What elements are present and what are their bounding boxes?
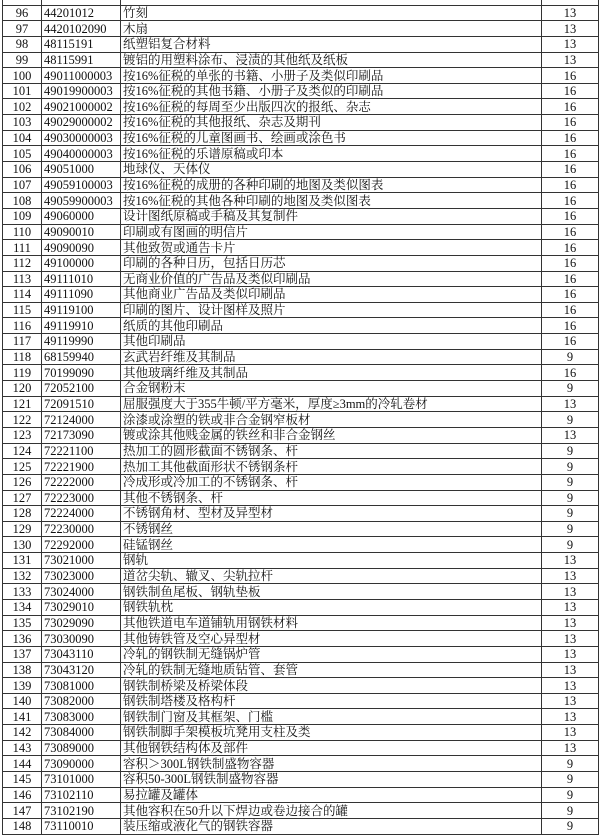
tax-rate-cell: 13 xyxy=(542,568,599,584)
commodity-code-cell: 49059900003 xyxy=(42,193,121,209)
row-number-cell: 141 xyxy=(3,709,42,725)
tax-rate-cell: 16 xyxy=(542,318,599,334)
commodity-code-cell: 48115191 xyxy=(42,36,121,52)
commodity-name-cell: 纸质的其他印刷品 xyxy=(121,318,542,334)
commodity-name-cell: 钢铁制桥梁及桥梁体段 xyxy=(121,678,542,694)
commodity-name-cell: 其他印刷品 xyxy=(121,334,542,350)
table-row xyxy=(3,787,599,803)
tax-rate-cell: 13 xyxy=(542,5,599,21)
table-row xyxy=(3,318,599,334)
tax-rate-cell: 13 xyxy=(542,21,599,37)
tax-rate-cell: 13 xyxy=(542,52,599,68)
tax-rate-cell: 16 xyxy=(542,240,599,256)
table-row xyxy=(3,756,599,772)
commodity-name-cell: 热加工的圆形截面不锈钢条、杆 xyxy=(121,443,542,459)
commodity-name-cell: 其他铸铁管及空心异型材 xyxy=(121,631,542,647)
row-number-cell: 147 xyxy=(3,803,42,819)
row-number-cell: 99 xyxy=(3,52,42,68)
commodity-code-cell: 49111010 xyxy=(42,271,121,287)
commodity-code-cell: 49090090 xyxy=(42,240,121,256)
table-row xyxy=(3,365,599,381)
tax-rate-cell: 16 xyxy=(542,271,599,287)
commodity-code-cell: 73101000 xyxy=(42,772,121,788)
table-row xyxy=(3,818,599,834)
commodity-code-cell: 49119990 xyxy=(42,334,121,350)
table-row xyxy=(3,490,599,506)
tax-rate-cell: 13 xyxy=(542,427,599,443)
tax-rate-cell: 9 xyxy=(542,537,599,553)
table-row xyxy=(3,99,599,115)
commodity-code-cell: 49040000003 xyxy=(42,146,121,162)
row-number-cell: 110 xyxy=(3,224,42,240)
row-number-cell: 113 xyxy=(3,271,42,287)
commodity-name-cell: 钢轨 xyxy=(121,553,542,569)
row-number-cell: 138 xyxy=(3,662,42,678)
commodity-code-cell: 49011000003 xyxy=(42,68,121,84)
commodity-name-cell: 容积＞300L钢铁制盛物容器 xyxy=(121,756,542,772)
commodity-name-cell: 硅锰钢丝 xyxy=(121,537,542,553)
row-number-cell: 143 xyxy=(3,740,42,756)
commodity-name-cell: 其他容积在50升以下焊边或卷边接合的罐 xyxy=(121,803,542,819)
commodity-name-cell: 地球仪、天体仪 xyxy=(121,162,542,178)
commodity-code-cell: 72292000 xyxy=(42,537,121,553)
commodity-code-cell: 72091510 xyxy=(42,396,121,412)
commodity-name-cell: 冷成形或冷加工的不锈钢条、杆 xyxy=(121,474,542,490)
table-row xyxy=(3,255,599,271)
tax-rate-cell: 13 xyxy=(542,678,599,694)
tax-rate-cell: 9 xyxy=(542,803,599,819)
table-row xyxy=(3,584,599,600)
row-number-cell: 142 xyxy=(3,725,42,741)
commodity-code-cell: 49030000003 xyxy=(42,130,121,146)
commodity-name-cell: 钢铁制塔楼及格构杆 xyxy=(121,693,542,709)
row-number-cell: 121 xyxy=(3,396,42,412)
table-row xyxy=(3,662,599,678)
tax-rate-cell: 16 xyxy=(542,99,599,115)
table-row xyxy=(3,224,599,240)
row-number-cell: 107 xyxy=(3,177,42,193)
commodity-name-cell: 按16%征税的每周至少出版四次的报纸、杂志 xyxy=(121,99,542,115)
tax-rate-cell: 13 xyxy=(542,709,599,725)
row-number-cell: 146 xyxy=(3,787,42,803)
tax-rate-cell: 16 xyxy=(542,193,599,209)
commodity-code-cell: 73102190 xyxy=(42,803,121,819)
commodity-name-cell: 镀铝的用塑料涂布、浸渍的其他纸及纸板 xyxy=(121,52,542,68)
table-row xyxy=(3,115,599,131)
row-number-cell: 112 xyxy=(3,255,42,271)
table-row xyxy=(3,412,599,428)
commodity-name-cell: 不锈钢角材、型材及异型材 xyxy=(121,506,542,522)
table-row xyxy=(3,553,599,569)
tax-rate-cell: 13 xyxy=(542,646,599,662)
commodity-name-cell: 屈服强度大于355牛顿/平方毫米，厚度≥3mm的冷轧卷材 xyxy=(121,396,542,412)
table-row xyxy=(3,599,599,615)
commodity-code-cell: 73029010 xyxy=(42,599,121,615)
commodity-code-cell: 73102110 xyxy=(42,787,121,803)
commodity-name-cell: 容积50-300L钢铁制盛物容器 xyxy=(121,772,542,788)
row-number-cell: 96 xyxy=(3,5,42,21)
tax-rate-cell: 9 xyxy=(542,787,599,803)
commodity-code-cell: 72221900 xyxy=(42,459,121,475)
row-number-cell: 134 xyxy=(3,599,42,615)
commodity-code-cell: 73084000 xyxy=(42,725,121,741)
commodity-code-cell: 49029000002 xyxy=(42,115,121,131)
row-number-cell: 144 xyxy=(3,756,42,772)
row-number-cell: 125 xyxy=(3,459,42,475)
commodity-code-cell: 44201012 xyxy=(42,5,121,21)
commodity-code-cell: 49051000 xyxy=(42,162,121,178)
commodity-name-cell: 涂漆或涂塑的铁或非合金钢窄板材 xyxy=(121,412,542,428)
table-row xyxy=(3,271,599,287)
tax-rate-cell: 9 xyxy=(542,521,599,537)
tax-rate-cell: 13 xyxy=(542,396,599,412)
table-row xyxy=(3,349,599,365)
commodity-code-cell: 49090010 xyxy=(42,224,121,240)
commodity-name-cell: 装压缩或液化气的钢铁容器 xyxy=(121,818,542,834)
tax-rate-cell: 13 xyxy=(542,693,599,709)
table-row xyxy=(3,474,599,490)
row-number-cell: 128 xyxy=(3,506,42,522)
commodity-name-cell: 设计图纸原稿或手稿及其复制件 xyxy=(121,208,542,224)
commodity-name-cell: 热加工其他截面形状不锈钢条杆 xyxy=(121,459,542,475)
row-number-cell: 129 xyxy=(3,521,42,537)
tax-rate-cell: 9 xyxy=(542,381,599,397)
tax-rate-cell: 16 xyxy=(542,146,599,162)
tax-rate-cell: 16 xyxy=(542,255,599,271)
table-row xyxy=(3,36,599,52)
commodity-name-cell: 其他钢铁结构体及部件 xyxy=(121,740,542,756)
tax-rate-cell: 16 xyxy=(542,287,599,303)
table-row xyxy=(3,396,599,412)
commodity-name-cell: 按16%征税的其他书籍、小册子及类似的印刷品 xyxy=(121,83,542,99)
commodity-name-cell: 按16%征税的其他各种印刷的地图及类似图表 xyxy=(121,193,542,209)
commodity-code-cell: 73030090 xyxy=(42,631,121,647)
tax-rate-table xyxy=(2,0,599,835)
row-number-cell: 126 xyxy=(3,474,42,490)
tax-rate-cell: 16 xyxy=(542,115,599,131)
commodity-name-cell: 印刷的各种日历，包括日历芯 xyxy=(121,255,542,271)
table-row xyxy=(3,5,599,21)
commodity-name-cell: 竹刻 xyxy=(121,5,542,21)
commodity-name-cell: 钢铁轨枕 xyxy=(121,599,542,615)
table-row xyxy=(3,146,599,162)
row-number-cell: 132 xyxy=(3,568,42,584)
table-row xyxy=(3,772,599,788)
commodity-name-cell: 其他致贺或通告卡片 xyxy=(121,240,542,256)
commodity-code-cell: 72052100 xyxy=(42,381,121,397)
commodity-code-cell: 73023000 xyxy=(42,568,121,584)
commodity-name-cell: 钢铁制门窗及其框架、门槛 xyxy=(121,709,542,725)
commodity-name-cell: 按16%征税的成册的各种印刷的地图及类似图表 xyxy=(121,177,542,193)
row-number-cell: 119 xyxy=(3,365,42,381)
row-number-cell: 127 xyxy=(3,490,42,506)
row-number-cell: 117 xyxy=(3,334,42,350)
commodity-code-cell: 73024000 xyxy=(42,584,121,600)
tax-rate-cell: 16 xyxy=(542,208,599,224)
row-number-cell: 122 xyxy=(3,412,42,428)
commodity-code-cell: 49021000002 xyxy=(42,99,121,115)
commodity-name-cell: 冷轧的铁制无缝地质钻管、套管 xyxy=(121,662,542,678)
commodity-code-cell: 73021000 xyxy=(42,553,121,569)
tax-rate-cell: 13 xyxy=(542,631,599,647)
commodity-code-cell: 73043120 xyxy=(42,662,121,678)
tax-rate-cell: 16 xyxy=(542,334,599,350)
tax-rate-cell: 13 xyxy=(542,584,599,600)
commodity-name-cell: 不锈钢丝 xyxy=(121,521,542,537)
row-number-cell: 145 xyxy=(3,772,42,788)
tax-rate-cell: 13 xyxy=(542,740,599,756)
table-row xyxy=(3,521,599,537)
tax-rate-cell: 16 xyxy=(542,83,599,99)
table-row xyxy=(3,631,599,647)
row-number-cell: 118 xyxy=(3,349,42,365)
commodity-name-cell: 按16%征税的儿童图画书、绘画或涂色书 xyxy=(121,130,542,146)
row-number-cell: 102 xyxy=(3,99,42,115)
commodity-name-cell: 玄武岩纤维及其制品 xyxy=(121,349,542,365)
table-row xyxy=(3,709,599,725)
commodity-name-cell: 其他商业广告品及类似印刷品 xyxy=(121,287,542,303)
table-body xyxy=(3,0,599,834)
row-number-cell: 140 xyxy=(3,693,42,709)
row-number-cell: 98 xyxy=(3,36,42,52)
tax-rate-cell: 16 xyxy=(542,162,599,178)
commodity-name-cell: 合金钢粉末 xyxy=(121,381,542,397)
commodity-code-cell: 49059100003 xyxy=(42,177,121,193)
row-number-cell: 116 xyxy=(3,318,42,334)
commodity-code-cell: 73029090 xyxy=(42,615,121,631)
tax-rate-cell: 9 xyxy=(542,412,599,428)
tax-rate-cell: 9 xyxy=(542,459,599,475)
row-number-cell: 104 xyxy=(3,130,42,146)
table-row xyxy=(3,287,599,303)
commodity-code-cell: 48115991 xyxy=(42,52,121,68)
commodity-code-cell: 68159940 xyxy=(42,349,121,365)
table-row xyxy=(3,130,599,146)
commodity-code-cell: 49100000 xyxy=(42,255,121,271)
tax-rate-cell: 13 xyxy=(542,662,599,678)
commodity-name-cell: 其他铁道电车道铺轨用钢铁材料 xyxy=(121,615,542,631)
row-number-cell: 130 xyxy=(3,537,42,553)
table-row xyxy=(3,52,599,68)
tax-rate-cell: 9 xyxy=(542,772,599,788)
commodity-code-cell: 73082000 xyxy=(42,693,121,709)
table-row xyxy=(3,83,599,99)
table-row xyxy=(3,678,599,694)
table-row xyxy=(3,177,599,193)
row-number-cell: 101 xyxy=(3,83,42,99)
commodity-code-cell: 73090000 xyxy=(42,756,121,772)
row-number-cell: 114 xyxy=(3,287,42,303)
table-row xyxy=(3,506,599,522)
row-number-cell: 135 xyxy=(3,615,42,631)
tax-rate-cell: 16 xyxy=(542,68,599,84)
tax-rate-cell: 9 xyxy=(542,474,599,490)
commodity-code-cell: 72124000 xyxy=(42,412,121,428)
row-number-cell: 136 xyxy=(3,631,42,647)
commodity-name-cell: 道岔尖轨、辙叉、尖轨拉杆 xyxy=(121,568,542,584)
row-number-cell: 115 xyxy=(3,302,42,318)
commodity-name-cell: 钢铁制脚手架模板坑凳用支柱及类 xyxy=(121,725,542,741)
commodity-name-cell: 纸塑铝复合材料 xyxy=(121,36,542,52)
row-number-cell: 123 xyxy=(3,427,42,443)
tax-rate-cell: 13 xyxy=(542,599,599,615)
commodity-code-cell: 49060000 xyxy=(42,208,121,224)
row-number-cell: 109 xyxy=(3,208,42,224)
table-row xyxy=(3,381,599,397)
row-number-cell: 120 xyxy=(3,381,42,397)
tax-rate-cell: 9 xyxy=(542,443,599,459)
table-row xyxy=(3,21,599,37)
tax-rate-cell: 9 xyxy=(542,506,599,522)
commodity-name-cell: 其他玻璃纤维及其制品 xyxy=(121,365,542,381)
commodity-name-cell: 按16%征税的乐谱原稿或印本 xyxy=(121,146,542,162)
tax-rate-cell: 9 xyxy=(542,756,599,772)
table-row xyxy=(3,740,599,756)
table-row xyxy=(3,725,599,741)
tax-rate-cell: 13 xyxy=(542,553,599,569)
table-row xyxy=(3,427,599,443)
row-number-cell: 105 xyxy=(3,146,42,162)
commodity-code-cell: 72221100 xyxy=(42,443,121,459)
commodity-code-cell: 73083000 xyxy=(42,709,121,725)
table-row xyxy=(3,68,599,84)
table-row xyxy=(3,568,599,584)
tax-rate-cell: 9 xyxy=(542,818,599,834)
commodity-code-cell: 72224000 xyxy=(42,506,121,522)
table-row xyxy=(3,334,599,350)
table-row xyxy=(3,443,599,459)
commodity-code-cell: 49119910 xyxy=(42,318,121,334)
commodity-code-cell: 70199090 xyxy=(42,365,121,381)
commodity-code-cell: 72222000 xyxy=(42,474,121,490)
tax-rate-cell: 13 xyxy=(542,615,599,631)
row-number-cell: 106 xyxy=(3,162,42,178)
commodity-code-cell: 73081000 xyxy=(42,678,121,694)
commodity-code-cell: 72223000 xyxy=(42,490,121,506)
commodity-name-cell: 其他不锈钢条、杆 xyxy=(121,490,542,506)
row-number-cell: 139 xyxy=(3,678,42,694)
row-number-cell: 97 xyxy=(3,21,42,37)
row-number-cell: 108 xyxy=(3,193,42,209)
tax-rate-cell: 16 xyxy=(542,177,599,193)
table-row xyxy=(3,803,599,819)
commodity-name-cell: 冷轧的钢铁制无缝锅炉管 xyxy=(121,646,542,662)
commodity-name-cell: 易拉罐及罐体 xyxy=(121,787,542,803)
commodity-code-cell: 49119100 xyxy=(42,302,121,318)
row-number-cell: 111 xyxy=(3,240,42,256)
table-row xyxy=(3,208,599,224)
row-number-cell: 100 xyxy=(3,68,42,84)
commodity-code-cell: 72230000 xyxy=(42,521,121,537)
commodity-code-cell: 72173090 xyxy=(42,427,121,443)
tax-rate-cell: 13 xyxy=(542,725,599,741)
commodity-code-cell: 73043110 xyxy=(42,646,121,662)
tax-rate-cell: 16 xyxy=(542,130,599,146)
tax-rate-cell: 16 xyxy=(542,224,599,240)
row-number-cell: 148 xyxy=(3,818,42,834)
table-row xyxy=(3,302,599,318)
commodity-name-cell: 按16%征税的单张的书籍、小册子及类似印刷品 xyxy=(121,68,542,84)
table-row xyxy=(3,193,599,209)
table-row xyxy=(3,162,599,178)
commodity-name-cell: 印刷或有图画的明信片 xyxy=(121,224,542,240)
commodity-name-cell: 印刷的图片、设计图样及照片 xyxy=(121,302,542,318)
row-number-cell: 137 xyxy=(3,646,42,662)
table-row xyxy=(3,693,599,709)
row-number-cell: 131 xyxy=(3,553,42,569)
commodity-code-cell: 49111090 xyxy=(42,287,121,303)
table-row xyxy=(3,646,599,662)
table-row xyxy=(3,459,599,475)
row-number-cell: 103 xyxy=(3,115,42,131)
commodity-code-cell: 4420102090 xyxy=(42,21,121,37)
tax-rate-cell: 13 xyxy=(542,36,599,52)
tax-rate-cell: 9 xyxy=(542,490,599,506)
commodity-name-cell: 钢铁制鱼尾板、钢轨垫板 xyxy=(121,584,542,600)
row-number-cell: 133 xyxy=(3,584,42,600)
commodity-code-cell: 49019900003 xyxy=(42,83,121,99)
table-row xyxy=(3,537,599,553)
commodity-name-cell: 无商业价值的广告品及类似印刷品 xyxy=(121,271,542,287)
tax-rate-cell: 16 xyxy=(542,302,599,318)
commodity-name-cell: 按16%征税的其他报纸、杂志及期刊 xyxy=(121,115,542,131)
commodity-code-cell: 73089000 xyxy=(42,740,121,756)
tax-rate-cell: 16 xyxy=(542,365,599,381)
commodity-name-cell: 镀或涂其他贱金属的铁丝和非合金钢丝 xyxy=(121,427,542,443)
tax-rate-cell: 9 xyxy=(542,349,599,365)
commodity-code-cell: 73110010 xyxy=(42,818,121,834)
row-number-cell: 124 xyxy=(3,443,42,459)
commodity-name-cell: 木扇 xyxy=(121,21,542,37)
table-row xyxy=(3,240,599,256)
table-row xyxy=(3,615,599,631)
